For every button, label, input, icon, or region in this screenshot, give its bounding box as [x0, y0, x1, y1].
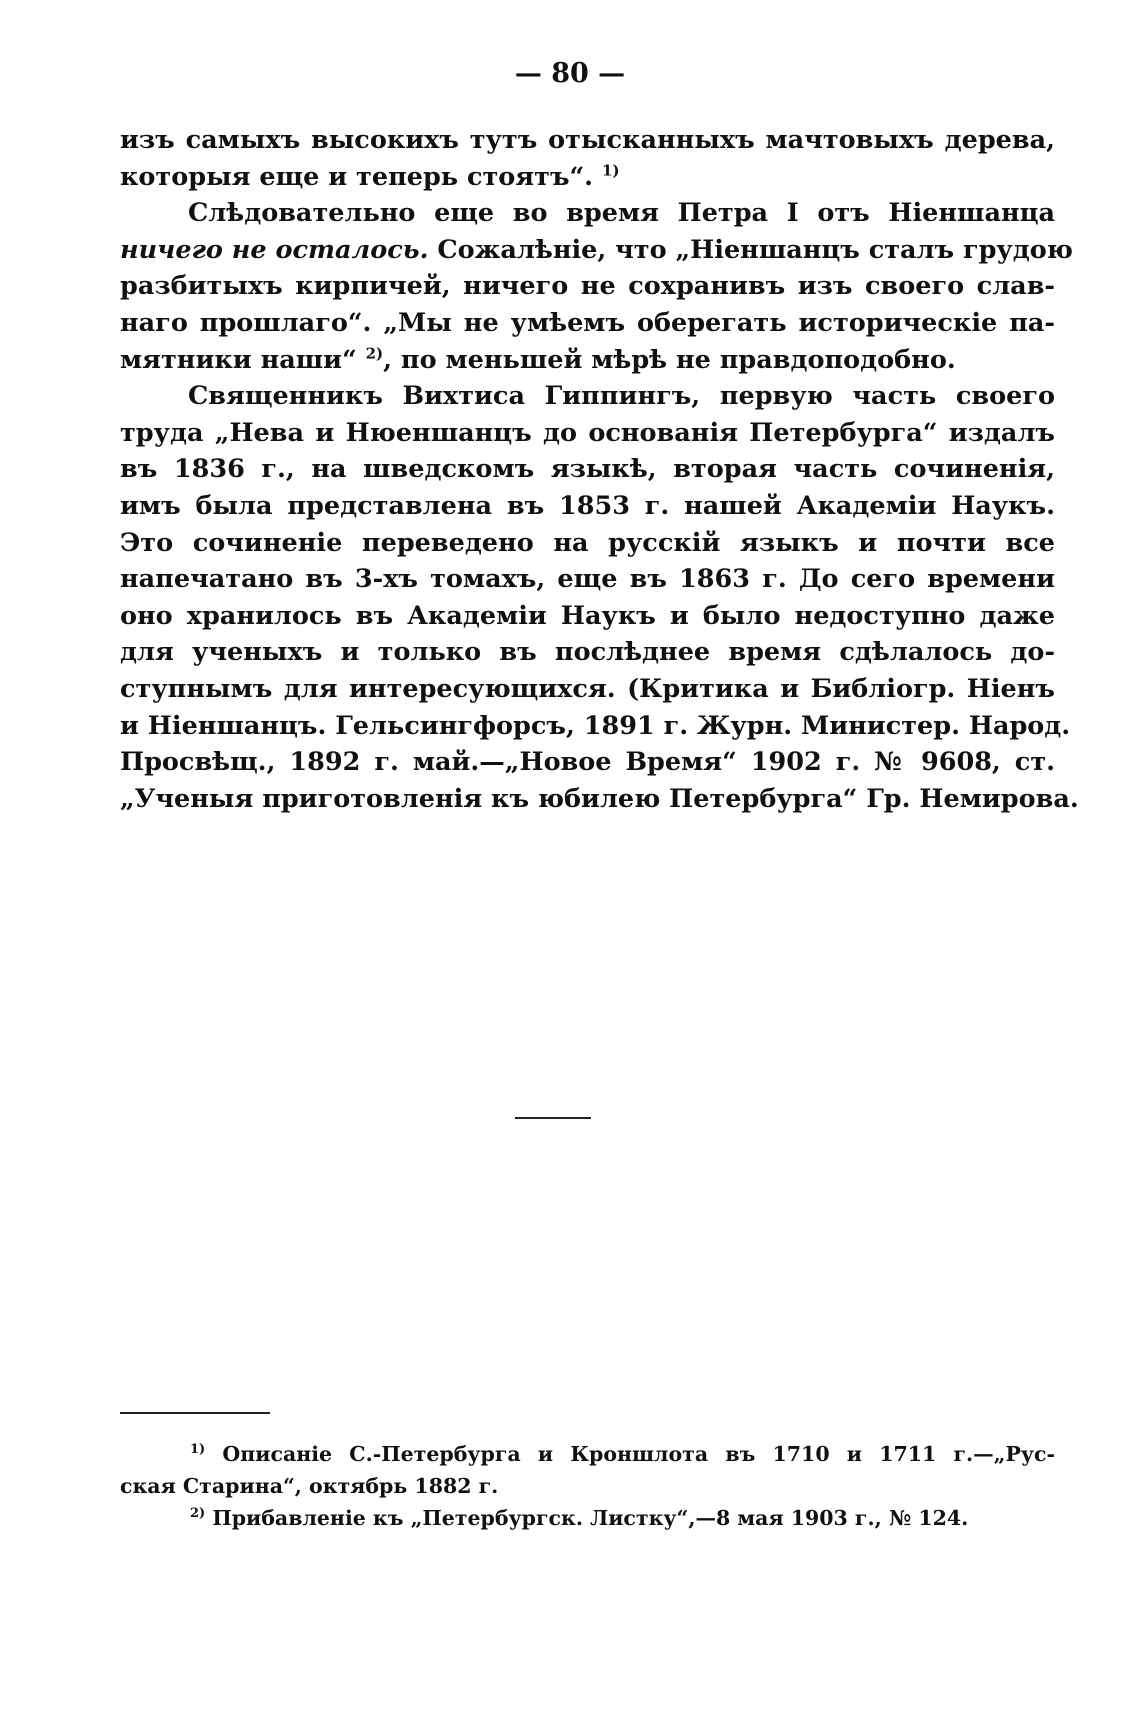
text-line: труда „Нева и Нюеншанцъ до основанія Петербурга“ издалъ [120, 417, 1055, 448]
section-separator [515, 1117, 591, 1119]
page-number: — 80 — [514, 58, 626, 89]
footnote-reference: 1) [601, 161, 620, 180]
text-segment: Сожалѣніе, что „Ніеншанцъ сталъ грудою [428, 234, 1073, 265]
text-line: имъ была представлена въ 1853 г. нашей Академіи Наукъ. [120, 490, 1055, 521]
text-line: Священникъ Вихтиса Гиппингъ, первую часть своего [188, 381, 1055, 412]
footnote-reference: 2) [365, 344, 384, 363]
text-segment: , по меньшей мѣрѣ не правдоподобно. [383, 344, 956, 375]
main-text [120, 122, 1079, 817]
text-line: для ученыхъ и только въ послѣднее время сдѣлалось до- [120, 637, 1055, 668]
footnote-mark: 2) [190, 1506, 206, 1522]
text-segment: мятники наши“ [120, 344, 366, 375]
text-line: изъ самыхъ высокихъ тутъ отысканныхъ мачтовыхъ дерева, [120, 125, 1055, 155]
footnote-rule [120, 1412, 270, 1414]
footnote-mark: 1) [190, 1442, 206, 1458]
footnote-line [120, 1438, 1055, 1470]
text-line [120, 232, 1073, 269]
text-line: Слѣдовательно еще во время Петра I отъ Ніеншанца [188, 198, 1055, 229]
italic-emphasis: ничего не осталось. [120, 234, 429, 265]
footnote-line: ская Старина“, октябрь 1882 г. [120, 1474, 499, 1498]
footnote-text: Прибавленіе къ „Петербургск. Листку“,—8 мая 1903 г., № 124. [205, 1506, 969, 1530]
text-line [120, 342, 1055, 379]
text-line: Это сочиненіе переведено на русскій языкъ и почти все [120, 527, 1055, 558]
footnote-text: Описаніе С.-Петербурга и Кроншлота въ 1710 и 1711 г.—„Рус- [205, 1442, 1055, 1466]
text-line: Просвѣщ., 1892 г. май.—„Новое Время“ 1902 г. № 9608, ст. [120, 747, 1055, 778]
text-line: оно хранилось въ Академіи Наукъ и было недоступно даже [120, 600, 1055, 631]
footnote-line [120, 1502, 1055, 1534]
text-line: напечатано въ 3-хъ томахъ, еще въ 1863 г. До сего времени [120, 564, 1055, 595]
text-segment: которыя еще и теперь стоятъ“. [120, 161, 594, 192]
text-line: и Ніеншанцъ. Гельсингфорсъ, 1891 г. Журн. Министер. Народ. [120, 710, 1071, 741]
footnotes [120, 1438, 1055, 1534]
text-line [120, 159, 1055, 196]
text-line: разбитыхъ кирпичей, ничего не сохранивъ изъ своего слав- [120, 271, 1055, 302]
text-line: „Ученыя приготовленія къ юбилею Петербурга“ Гр. Немирова. [120, 783, 1079, 814]
text-line: въ 1836 г., на шведскомъ языкѣ, вторая часть сочиненія, [120, 454, 1055, 485]
text-line: ступнымъ для интересующихся. (Критика и Библіогр. Ніенъ [120, 673, 1055, 704]
text-line: наго прошлаго“. „Мы не умѣемъ оберегать историческіе па- [120, 307, 1055, 338]
